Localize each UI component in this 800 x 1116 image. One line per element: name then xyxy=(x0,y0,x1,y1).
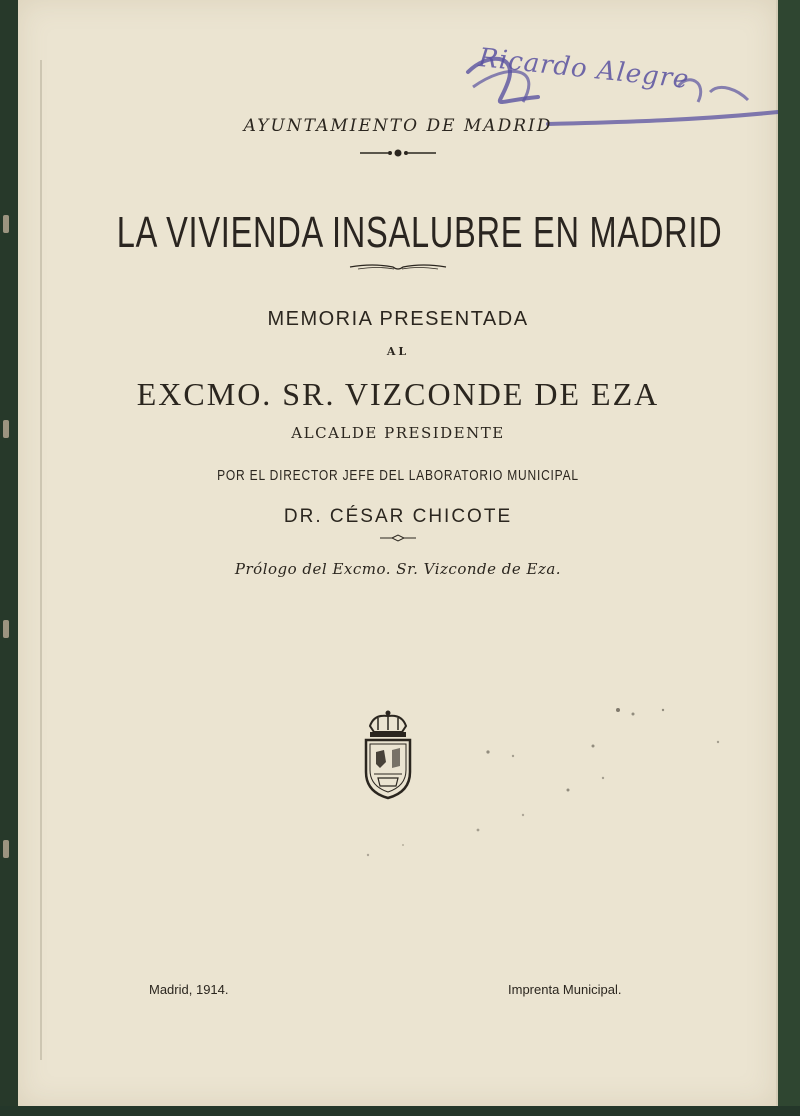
binding-stitch xyxy=(3,215,9,233)
author-name: DR. CÉSAR CHICOTE xyxy=(283,506,513,527)
book-subtitle: MEMORIA PRESENTADA xyxy=(267,308,529,330)
flourish-icon xyxy=(358,148,438,158)
binding-stitch xyxy=(3,620,9,638)
book-title: LA VIVIENDA INSALUBRE EN MADRID xyxy=(116,208,723,257)
ornament-divider-title xyxy=(18,262,778,272)
ornament-divider-author xyxy=(18,534,778,542)
binding-stitch xyxy=(3,840,9,858)
coat-of-arms-madrid xyxy=(360,710,416,807)
binding-stitch xyxy=(3,420,9,438)
madrid-crest-icon xyxy=(360,710,416,802)
flourish-icon xyxy=(348,262,448,272)
printer-name: Imprenta Municipal. xyxy=(508,982,622,997)
ornament-divider-top xyxy=(18,148,778,158)
author-intro: POR EL DIRECTOR JEFE DEL LABORATORIO MUNICIPAL xyxy=(217,467,579,484)
recipient-role: ALCALDE PRESIDENTE xyxy=(291,424,505,442)
institution-heading: AYUNTAMIENTO DE MADRID xyxy=(243,116,553,136)
prologue-note: Prólogo del Excmo. Sr. Vizconde de Eza. xyxy=(234,560,562,578)
connector-word: AL xyxy=(386,345,410,358)
flourish-icon xyxy=(378,534,418,542)
place-and-date: Madrid, 1914. xyxy=(149,982,229,997)
scan-border-right xyxy=(778,0,800,1116)
recipient-name: EXCMO. SR. VIZCONDE DE EZA xyxy=(136,376,660,412)
scan-border-bottom xyxy=(0,1106,800,1116)
signature-text: Ricardo Alegre xyxy=(477,43,691,95)
book-title-page xyxy=(18,0,778,1106)
